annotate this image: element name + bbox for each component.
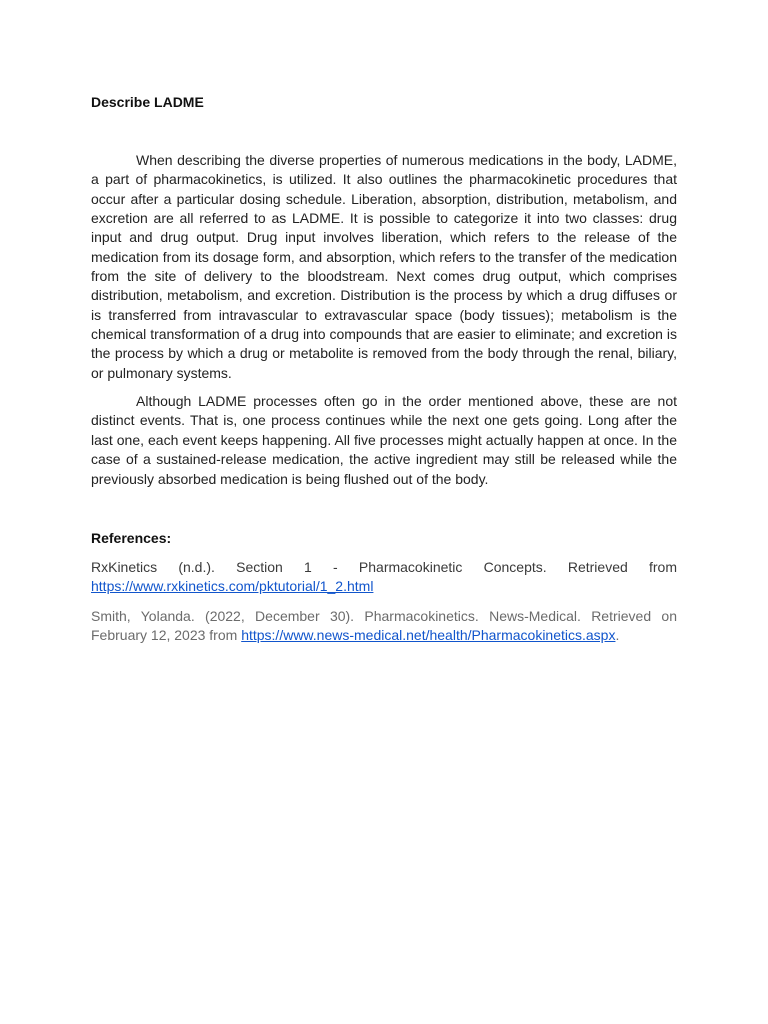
reference-entry: [91, 558, 677, 597]
reference-suffix: .: [615, 627, 620, 644]
body-paragraph: Although LADME processes often go in the order mentioned above, these are not distinct events. That is, one process continues while the next one gets going. Long after the last one, each event keeps happening. All five processes might actually happen at once. In the case of a sustained-release medication, the active ingredient may still be released while the previously absorbed medication is being flushed out of the body.: [91, 393, 677, 487]
document-title: Describe LADME: [91, 94, 204, 110]
body-paragraph: When describing the diverse properties of numerous medications in the body, LADME, a part of pharmacokinetics, is utilized. It also outlines the pharmacokinetic procedures that occur after a particular dosing schedule. Liberation, absorption, distribution, metabolism, and excretion are all referred to as LADME. It is possible to categorize it into two classes: drug input and drug output. Drug input involves liberation, which refers to the release of the medication from its dosage form, and absorption, which refers to the transfer of the medication from the site of delivery to the bloodstream. Next comes drug output, which comprises distribution, metabolism, and excretion. Distribution is the process by which a drug diffuses or is transferred from intravascular to extravascular space (body tissues); metabolism is the chemical transformation of a drug into compounds that are easier to eliminate; and excretion is the process by which a drug or metabolite is removed from the body through the renal, biliary, or pulmonary systems.: [91, 152, 677, 381]
reference-link[interactable]: https://www.rxkinetics.com/pktutorial/1_2.html: [91, 578, 374, 595]
reference-link[interactable]: https://www.news-medical.net/health/Pharmacokinetics.aspx: [241, 627, 616, 644]
reference-entry: [91, 607, 677, 646]
reference-text: RxKinetics (n.d.). Section 1 - Pharmacokinetic Concepts. Retrieved from: [91, 558, 677, 575]
references-heading: References:: [91, 529, 172, 546]
document-content: [91, 92, 677, 646]
reference-text: Smith, Yolanda. (2022, December 30). Pharmacokinetics. News-Medical. Retrieved on February 12, 2023 from: [91, 607, 677, 644]
